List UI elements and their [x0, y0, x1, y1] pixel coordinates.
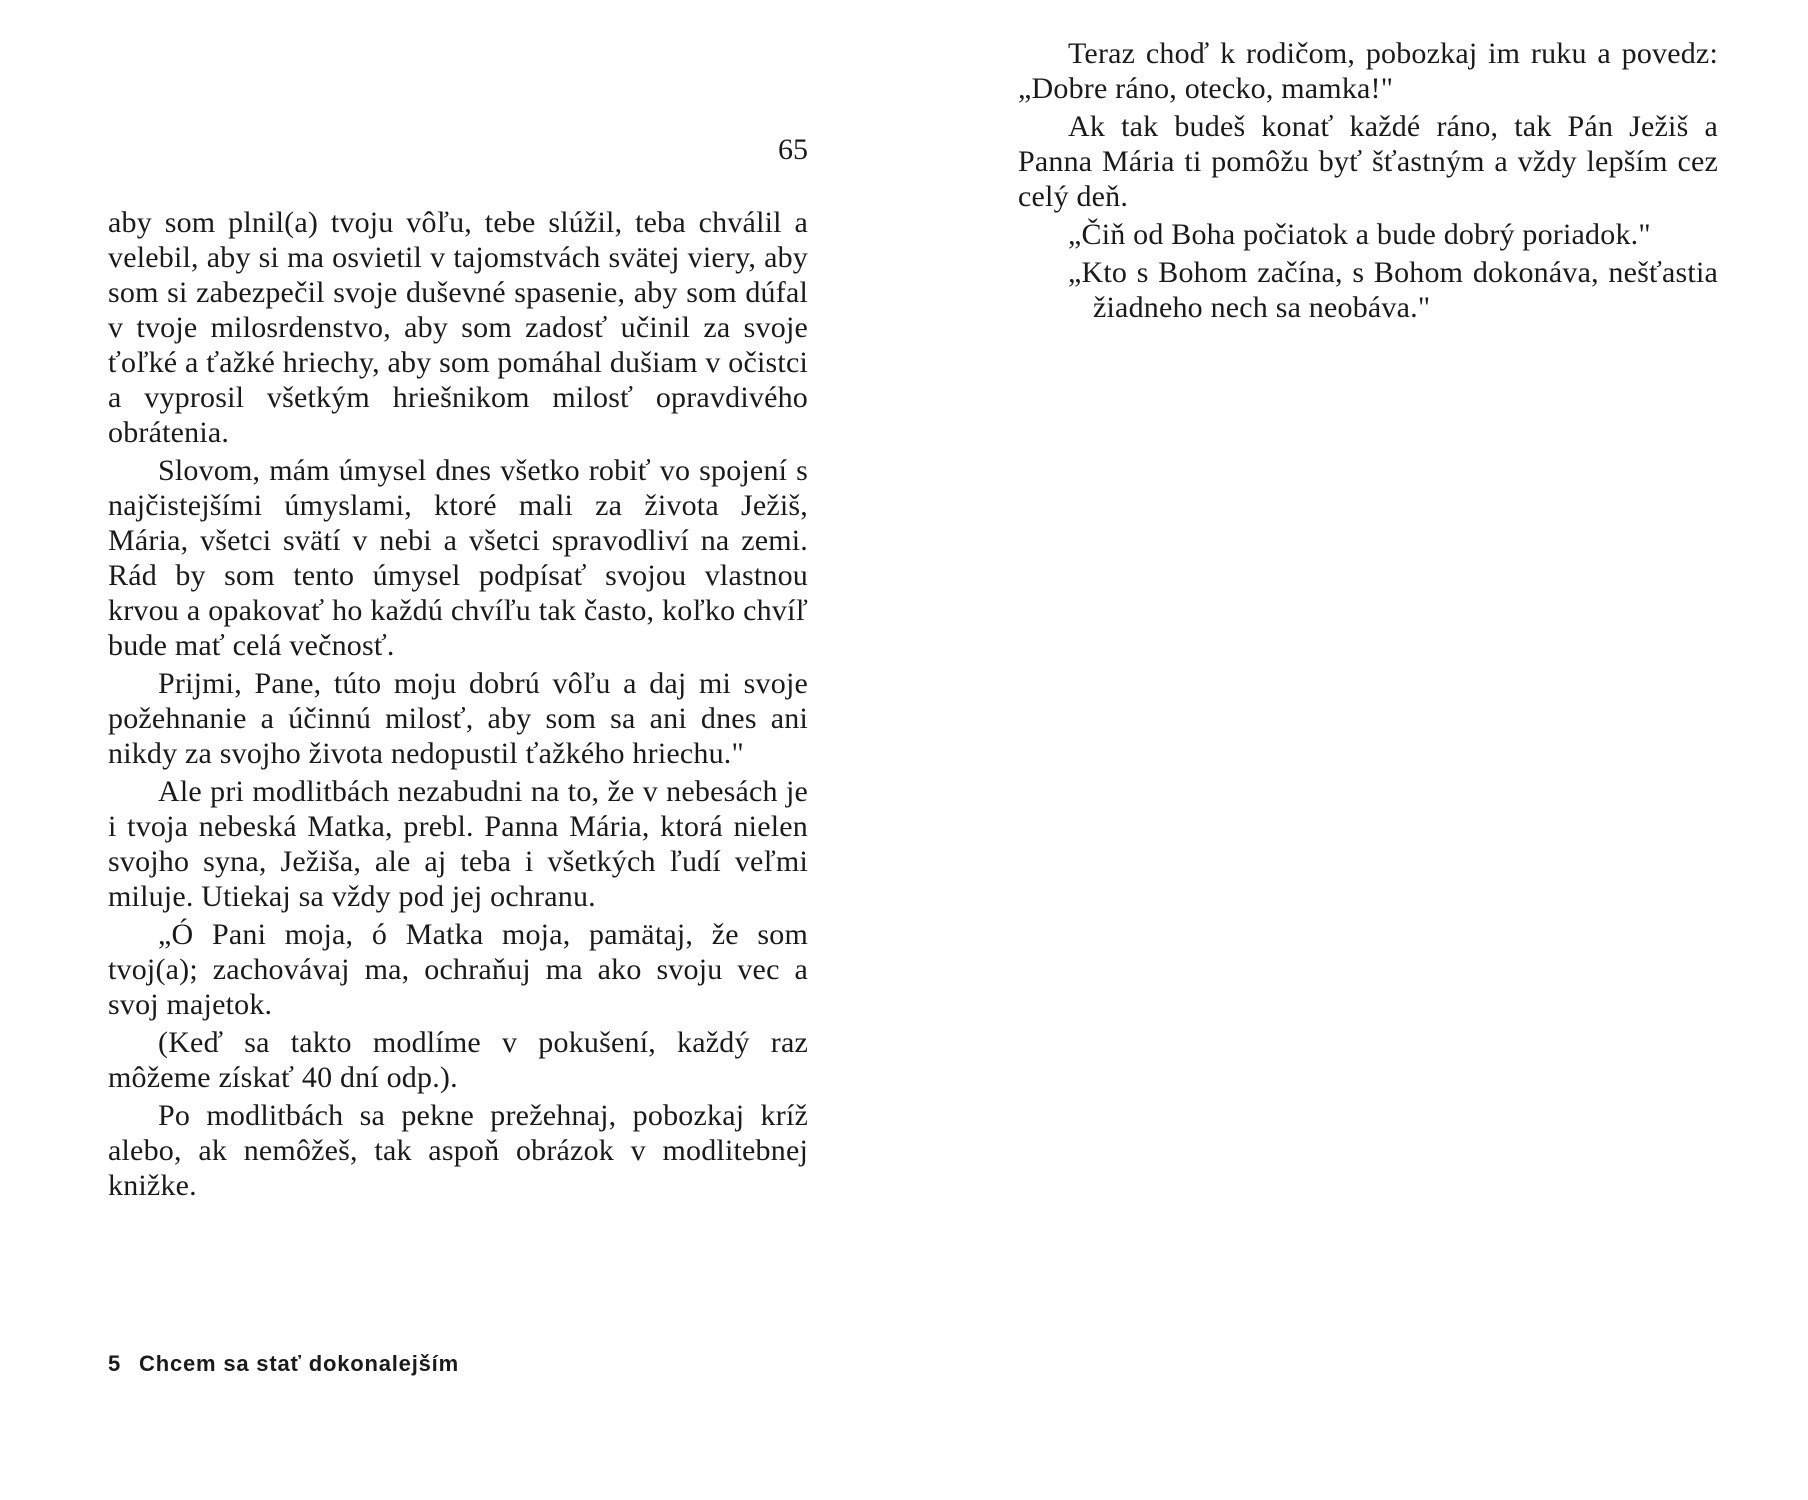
- paragraph: Teraz choď k rodičom, pobozkaj im ruku a povedz: „Dobre ráno, otecko, mamka!": [1018, 37, 1718, 105]
- page-number: 65: [778, 133, 808, 166]
- paragraph: Slovom, mám úmysel dnes všetko robiť vo spojení s najčistejšími úmyslami, ktoré mali za života Ježiš, Mária, všetci svätí v nebi a všetci spravodliví na zemi. Rád by som tento úmysel podpísať svojou vlastnou krvou a opakovať ho každú chvíľu tak často, koľko chvíľ bude mať celá večnosť.: [108, 454, 808, 662]
- paragraph: (Keď sa takto modlíme v pokušení, každý raz môžeme získať 40 dní odp.).: [108, 1026, 808, 1094]
- right-page-text: [1018, 36, 1718, 328]
- proverb-quote: „Kto s Bohom začína, s Bohom dokonáva, nešťastia žiadneho nech sa neobáva.": [1068, 256, 1718, 324]
- paragraph: Prijmi, Pane, túto moju dobrú vôľu a daj mi svoje požehnanie a účinnú milosť, aby som sa ani dnes ani nikdy za svojho života nedopustil ťažkého hriechu.": [108, 667, 808, 770]
- paragraph: Po modlitbách sa pekne prežehnaj, pobozkaj kríž alebo, ak nemôžeš, tak aspoň obrázok v modlitebnej knižke.: [108, 1099, 808, 1202]
- prayer-quote: „Ó Pani moja, ó Matka moja, pamätaj, že som tvoj(a); zachovávaj ma, ochraňuj ma ako svoju vec a svoj majetok.: [108, 918, 808, 1021]
- proverb-quote: „Čiň od Boha počiatok a bude dobrý poriadok.": [1068, 218, 1651, 251]
- signature-footer: [108, 1350, 459, 1378]
- book-title: Chcem sa stať dokonalejším: [139, 1351, 459, 1376]
- signature-number: 5: [108, 1351, 122, 1376]
- left-page-text: [108, 205, 808, 1206]
- paragraph: aby som plnil(a) tvoju vôľu, tebe slúžil, teba chválil a velebil, aby si ma osvietil v tajomstvách svätej viery, aby som si zabezpečil svoje duševné spasenie, aby som dúfal v tvoje milosrdenstvo, aby som zadosť učinil za svoje ťoľké a ťažké hriechy, aby som pomáhal dušiam v očistci a vyprosil všetkým hriešnikom milosť opravdivého obrátenia.: [108, 206, 809, 449]
- paragraph: Ak tak budeš konať každé ráno, tak Pán Ježiš a Panna Mária ti pomôžu byť šťastným a vždy lepším cez celý deň.: [1018, 110, 1718, 213]
- paragraph: Ale pri modlitbách nezabudni na to, že v nebesách je i tvoja nebeská Matka, prebl. Panna Mária, ktorá nielen svojho syna, Ježiša, ale aj teba i všetkých ľudí veľmi miluje. Utiekaj sa vždy pod jej ochranu.: [108, 775, 808, 913]
